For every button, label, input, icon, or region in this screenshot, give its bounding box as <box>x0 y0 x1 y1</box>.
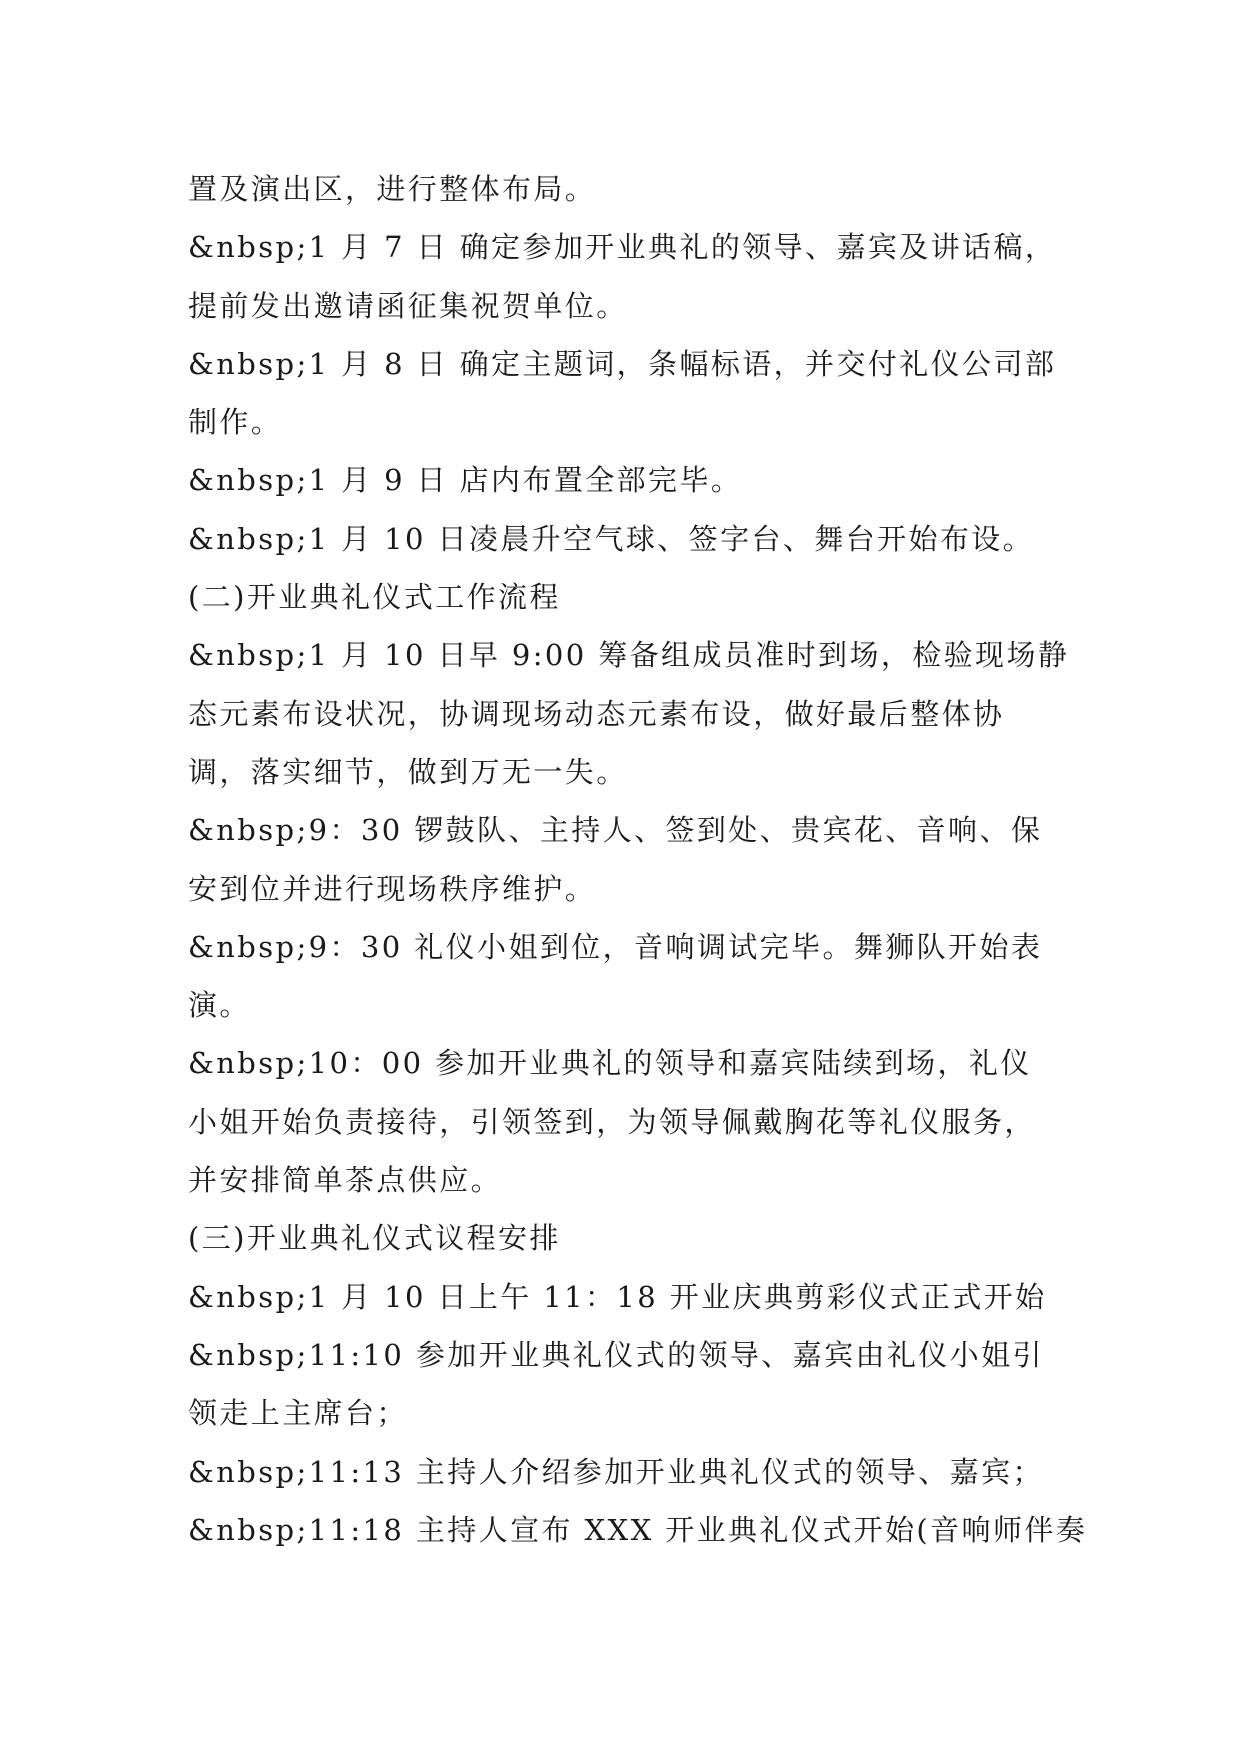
text-line-18: 并安排简单茶点供应。 <box>188 1163 503 1198</box>
text-line-14: &nbsp;9：30 礼仪小姐到位，音响调试完毕。舞狮队开始表 <box>188 929 1043 964</box>
text-line-3: 提前发出邀请函征集祝贺单位。 <box>188 288 628 323</box>
text-line-17: 小姐开始负责接待，引领签到，为领导佩戴胸花等礼仪服务， <box>188 1104 1036 1139</box>
text-line-2: &nbsp;1 月 7 日 确定参加开业典礼的领导、嘉宾及讲话稿， <box>188 230 1057 265</box>
text-line-21: &nbsp;11:10 参加开业典礼仪式的领导、嘉宾由礼仪小姐引 <box>188 1337 1044 1372</box>
text-line-15: 演。 <box>188 988 251 1023</box>
text-line-9: &nbsp;1 月 10 日早 9:00 筹备组成员准时到场，检验现场静 <box>188 638 1070 673</box>
section-heading-3: (三)开业典礼仪式议程安排 <box>188 1221 561 1256</box>
text-line-12: &nbsp;9：30 锣鼓队、主持人、签到处、贵宾花、音响、保 <box>188 813 1043 848</box>
text-line-23: &nbsp;11:13 主持人介绍参加开业典礼仪式的领导、嘉宾； <box>188 1454 1044 1489</box>
text-line-11: 调，落实细节，做到万无一失。 <box>188 754 628 789</box>
text-line-20: &nbsp;1 月 10 日上午 11：18 开业庆典剪彩仪式正式开始 <box>188 1279 1047 1314</box>
text-line-16: &nbsp;10：00 参加开业典礼的领导和嘉宾陆续到场，礼仪 <box>188 1046 1032 1081</box>
text-line-22: 领走上主席台； <box>188 1396 408 1431</box>
document-body <box>188 160 1088 1559</box>
text-line-24: &nbsp;11:18 主持人宣布 XXX 开业典礼仪式开始(音响师伴奏 <box>188 1512 1088 1547</box>
text-line-10: 态元素布设状况，协调现场动态元素布设，做好最后整体协 <box>188 696 1005 731</box>
text-line-5: 制作。 <box>188 405 283 440</box>
text-line-13: 安到位并进行现场秩序维护。 <box>188 871 597 906</box>
text-line-6: &nbsp;1 月 9 日 店内布置全部完毕。 <box>188 463 743 498</box>
text-line-4: &nbsp;1 月 8 日 确定主题词，条幅标语，并交付礼仪公司部 <box>188 346 1057 381</box>
text-line-1: 置及演出区，进行整体布局。 <box>188 172 597 206</box>
section-heading-2: (二)开业典礼仪式工作流程 <box>188 580 561 615</box>
text-line-7: &nbsp;1 月 10 日凌晨升空气球、签字台、舞台开始布设。 <box>188 521 1035 556</box>
